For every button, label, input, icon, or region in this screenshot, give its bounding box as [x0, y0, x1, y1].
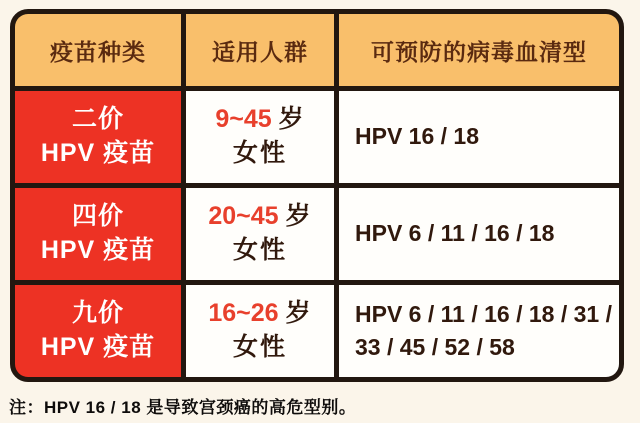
age-line: [208, 297, 311, 331]
vaccine-name-line2: HPV 疫苗: [40, 236, 156, 264]
table-row-2-population: [186, 188, 334, 280]
table-row-3-serotypes: [339, 285, 619, 377]
table-row-1-serotypes: [339, 91, 619, 183]
vaccine-name-line1: 二价: [71, 105, 124, 134]
hpv-vaccine-table: [10, 9, 624, 382]
vaccine-name-line1: 四价: [71, 202, 124, 231]
column-header-label: 可预防的病毒血清型: [371, 38, 587, 65]
gender: 女性: [232, 236, 287, 264]
table-row-3-population: [186, 285, 334, 377]
column-header-preventable-serotypes: [339, 14, 619, 86]
gender: 女性: [232, 333, 287, 361]
age-line: [208, 200, 311, 234]
age-unit: 岁: [278, 105, 305, 134]
column-header-applicable-population: [186, 14, 334, 86]
age-range: 16~26: [208, 299, 279, 328]
age-range: 9~45: [215, 105, 272, 134]
vaccine-name-line1: 九价: [71, 299, 124, 328]
table-row-1-vaccine-type: [15, 91, 181, 183]
table-row-2-serotypes: [339, 188, 619, 280]
age-unit: 岁: [285, 299, 312, 328]
column-header-label: 适用人群: [212, 38, 308, 65]
serotype-list: HPV 16 / 18: [355, 123, 480, 150]
table-row-3-vaccine-type: [15, 285, 181, 377]
table-row-2-vaccine-type: [15, 188, 181, 280]
serotype-list: HPV 6 / 11 / 16 / 18 / 31 / 33 / 45 / 52 / 58: [355, 300, 612, 360]
table-row-1-population: [186, 91, 334, 183]
column-header-label: 疫苗种类: [50, 38, 146, 65]
age-unit: 岁: [285, 202, 312, 231]
vaccine-name-line2: HPV 疫苗: [40, 333, 156, 361]
vaccine-name-line2: HPV 疫苗: [40, 139, 156, 167]
gender: 女性: [232, 139, 287, 167]
age-line: [215, 103, 304, 137]
footnote: 注：HPV 16 / 18 是导致宫颈癌的高危型别。: [9, 398, 357, 417]
serotype-list: HPV 6 / 11 / 16 / 18: [355, 220, 555, 247]
column-header-vaccine-type: [15, 14, 181, 86]
age-range: 20~45: [208, 202, 279, 231]
